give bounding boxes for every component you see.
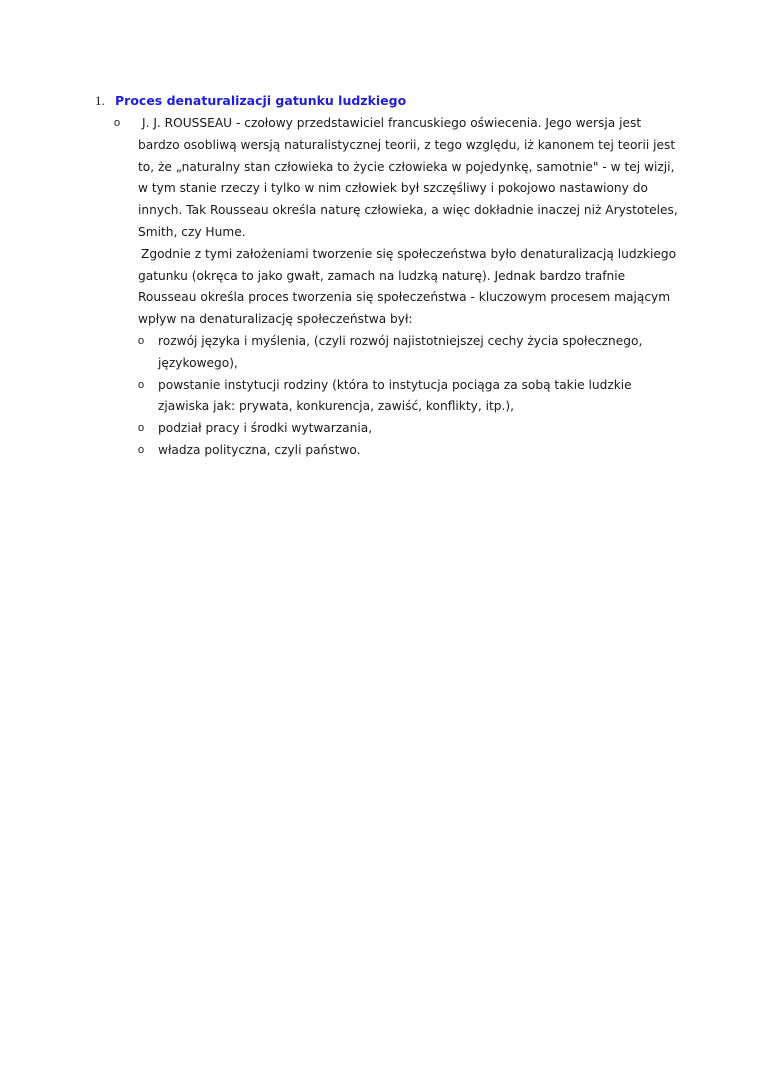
bullet-marker: o: [138, 443, 145, 456]
factors-list: [138, 331, 678, 462]
paragraph-denaturalization: Zgodnie z tymi założeniami tworzenie się społeczeństwa było denaturalizacją ludzkiego gatunku (okręca to jako gwałt, zamach na ludzką naturę). Jednak bardzo trafnie Rousseau określa proces tworzenia się społeczeństwa - kluczowym procesem mającym wpływ na denaturalizację społeczeństwa był:: [138, 246, 677, 327]
section-title: Proces denaturalizacji gatunku ludzkiego: [115, 93, 407, 108]
list-item: [138, 331, 678, 375]
list-item: [138, 418, 678, 440]
list-item-text: podział pracy i środki wytwarzania,: [158, 421, 373, 436]
main-bullet-item: [114, 113, 678, 462]
bullet-marker: o: [138, 334, 145, 347]
bullet-marker: o: [138, 422, 145, 435]
list-item: [138, 440, 678, 462]
list-item: [138, 375, 678, 419]
list-item-text: władza polityczna, czyli państwo.: [158, 442, 361, 457]
bullet-content: [138, 113, 678, 462]
section-number: 1.: [95, 93, 105, 108]
list-item-text: powstanie instytucji rodziny (która to instytucja pociąga za sobą takie ludzkie zjawiska jak: prywata, konkurencja, zawiść, konflikty, itp.),: [158, 377, 632, 414]
paragraph-rousseau: J. J. ROUSSEAU - czołowy przedstawiciel francuskiego oświecenia. Jego wersja jest bardzo osobliwą wersją naturalistycznej teorii, z tego względu, iż kanonem tej teorii jest to, że „naturalny stan człowieka to życie człowieka w pojedynkę, samotnie" - w tej wizji, w tym stanie rzeczy i tylko w nim człowiek był szczęśliwy i pokojowo nastawiony do innych. Tak Rousseau określa naturę człowieka, a więc dokładnie inaczej niż Arystoteles, Smith, czy Hume.: [138, 116, 678, 239]
list-item-text: rozwój języka i myślenia, (czyli rozwój najistotniejszej cechy życia społecznego, językowego),: [158, 333, 643, 370]
section-heading: [95, 93, 406, 109]
bullet-marker: o: [114, 117, 121, 129]
bullet-marker: o: [138, 378, 145, 391]
